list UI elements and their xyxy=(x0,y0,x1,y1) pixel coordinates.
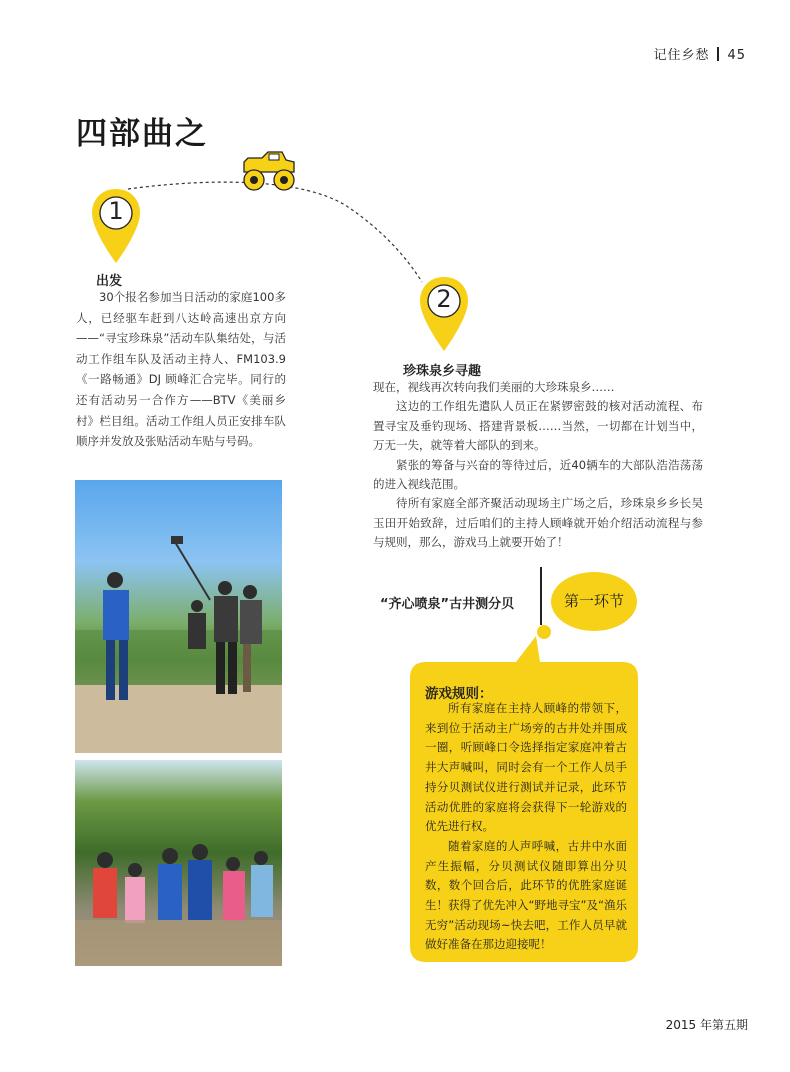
section-body xyxy=(373,378,703,553)
section-name: 记住乡愁 xyxy=(653,48,710,63)
section-title: 出发 xyxy=(96,274,123,289)
stage-badge: 第一环节 xyxy=(551,572,637,631)
pin-2 xyxy=(417,275,471,353)
rules-title: 游戏规则： xyxy=(425,686,493,702)
pin-number: 1 xyxy=(108,197,124,225)
event-photo-families xyxy=(75,760,282,966)
heading-divider xyxy=(540,567,542,625)
pin-1 xyxy=(89,187,143,265)
paragraph: 紧张的筹备与兴奋的等待过后，近40辆车的大部队浩浩荡荡的进入视线范围。 xyxy=(373,457,703,492)
section-title: 珍珠泉乡寻趣 xyxy=(403,364,482,379)
rules-body xyxy=(425,699,627,955)
section-body xyxy=(76,287,286,452)
monster-truck-icon xyxy=(238,150,300,192)
paragraph: 30个报名参加当日活动的家庭100多人，已经驱车赶到八达岭高速出京方向——“寻宝珍珠泉”活动车队集结处，与活动工作组车队及活动主持人、FM103.9《一路畅通》DJ 顾峰汇合完毕。同行的还有活动另一合作方——BTV《美丽乡村》栏目组。活动工作组人员正安排车队顺序并发放及张贴活动车贴与号码。 xyxy=(76,290,286,449)
page-number: 45 xyxy=(727,48,746,63)
photo-illustration xyxy=(75,760,282,966)
paragraph: 这边的工作组先遣队人员正在紧锣密鼓的核对活动流程、布置寻宝及垂钓现场、搭建背景板……当然，一切都在计划当中，万无一失，就等着大部队的到来。 xyxy=(373,399,703,453)
photo-illustration xyxy=(75,480,282,753)
event-photo-host xyxy=(75,480,282,753)
paragraph: 现在，视线再次转向我们美丽的大珍珠泉乡…… xyxy=(373,380,615,394)
paragraph: 随着家庭的人声呼喊，古井中水面产生振幅，分贝测试仪随即算出分贝数，数个回合后，此环节的优胜家庭诞生！获得了优先冲入“野地寻宝”及“渔乐无穷”活动现场~快去吧，工作人员早就做好准备在那边迎接呢！ xyxy=(425,838,627,952)
game-heading: “齐心喷泉”古井测分贝 xyxy=(380,597,515,612)
paragraph: 所有家庭在主持人顾峰的带领下，来到位于活动主广场旁的古井处并围成一圈，听顾峰口令选择指定家庭冲着古井大声喊叫，同时会有一个工作人员手持分贝测试仪进行测试并记录，此环节活动优胜的家庭将会获得下一轮游戏的优先进行权。 xyxy=(425,701,627,834)
page-title: 四部曲之 xyxy=(76,116,208,152)
paragraph: 待所有家庭全部齐聚活动现场主广场之后，珍珠泉乡乡长吴玉田开始致辞，过后咱们的主持人顾峰就开始介绍活动流程与参与规则，那么，游戏马上就要开始了！ xyxy=(373,496,703,550)
issue-footer: 2015 年第五期 xyxy=(665,1018,748,1032)
pin-number: 2 xyxy=(436,285,452,313)
